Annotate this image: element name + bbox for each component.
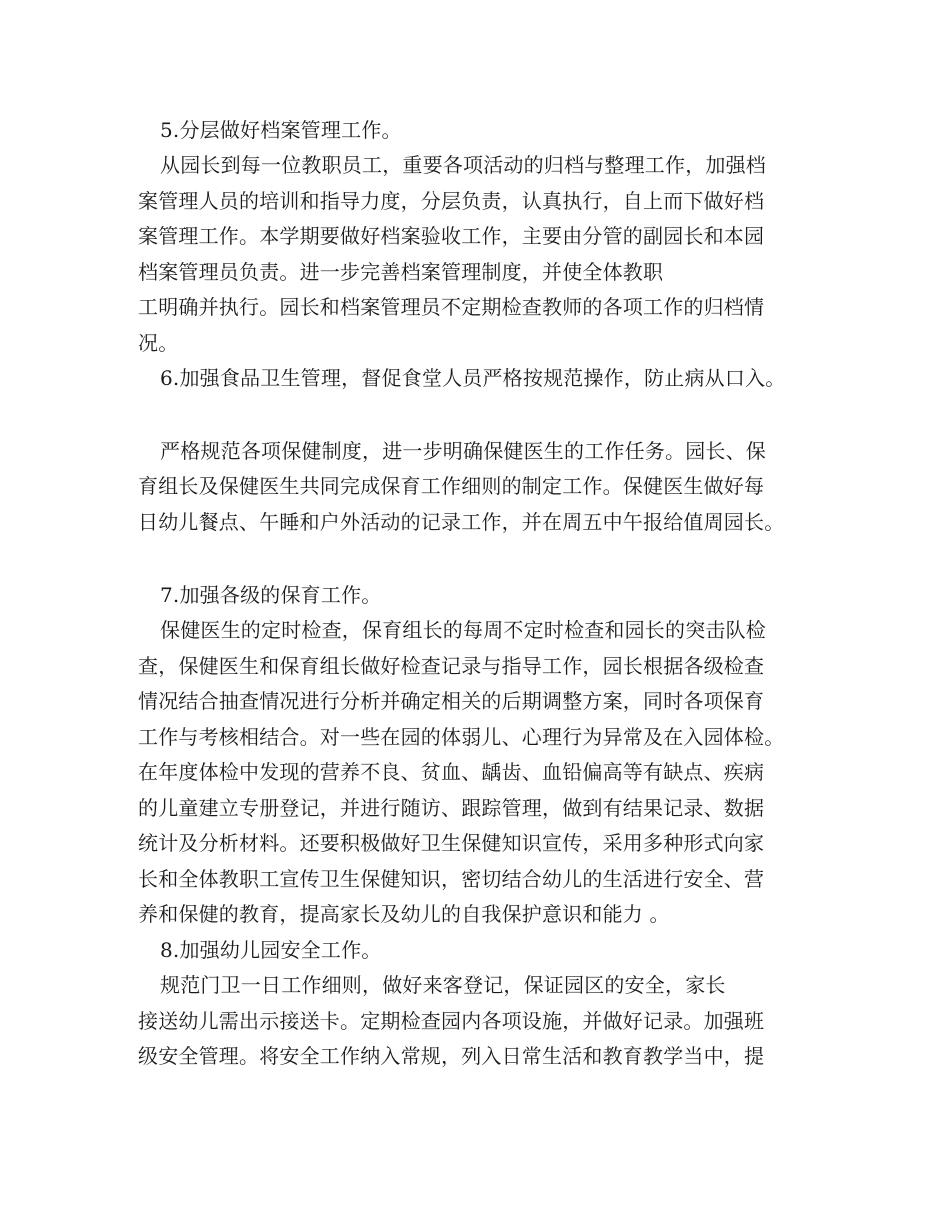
heading-item-6: 6.加强食品卫生管理，督促食堂人员严格按规范操作，防止病从口入。 (160, 366, 786, 390)
paragraph-line: 况。 (138, 331, 179, 355)
paragraph-line: 的儿童建立专册登记，并进行随访、跟踪管理，做到有结果记录、数据 (138, 796, 765, 820)
paragraph-line: 情况结合抽查情况进行分析并确定相关的后期调整方案，同时各项保育 (138, 689, 765, 713)
paragraph-line: 工明确并执行。园长和档案管理员不定期检查教师的各项工作的归档情 (138, 295, 765, 319)
paragraph-line: 规范门卫一日工作细则，做好来客登记，保证园区的安全，家长 (160, 973, 726, 997)
paragraph-line: 统计及分析材料。还要积极做好卫生保健知识宣传，采用多种形式向家 (138, 831, 765, 855)
paragraph-line: 长和全体教职工宣传卫生保健知识，密切结合幼儿的生活进行安全、营 (138, 867, 765, 891)
paragraph-line: 养和保健的教育，提高家长及幼儿的自我保护意识和能力 。 (138, 902, 670, 926)
paragraph-line: 查，保健医生和保育组长做好检查记录与指导工作，园长根据各级检查 (138, 654, 765, 678)
paragraph-line: 在年度体检中发现的营养不良、贫血、龋齿、血铅偏高等有缺点、疾病 (138, 760, 765, 784)
paragraph-line: 接送幼儿需出示接送卡。定期检查园内各项设施，并做好记录。加强班 (138, 1009, 765, 1033)
paragraph-line: 严格规范各项保健制度，进一步明确保健医生的工作任务。园长、保 (160, 439, 766, 463)
paragraph-line: 育组长及保健医生共同完成保育工作细则的制定工作。保健医生做好每 (138, 474, 765, 498)
paragraph-line: 工作与考核相结合。对一些在园的体弱儿、心理行为异常及在入园体检。 (138, 725, 785, 749)
paragraph-line: 案管理工作。本学期要做好档案验收工作，主要由分管的副园长和本园 (138, 224, 765, 248)
heading-item-7: 7.加强各级的保育工作。 (160, 583, 382, 607)
paragraph-line: 日幼儿餐点、午睡和户外活动的记录工作，并在周五中午报给值周园长。 (138, 510, 785, 534)
paragraph-line: 级安全管理。将安全工作纳入常规，列入日常生活和教育教学当中，提 (138, 1044, 765, 1068)
paragraph-line: 从园长到每一位教职员工，重要各项活动的归档与整理工作，加强档 (160, 153, 766, 177)
heading-item-5: 5.分层做好档案管理工作。 (160, 118, 402, 142)
paragraph-line: 案管理人员的培训和指导力度，分层负责，认真执行，自上而下做好档 (138, 189, 765, 213)
paragraph-line: 档案管理员负责。进一步完善档案管理制度，并使全体教职 (138, 260, 664, 284)
paragraph-line: 保健医生的定时检查，保育组长的每周不定时检查和园长的突击队检 (160, 618, 766, 642)
heading-item-8: 8.加强幼儿园安全工作。 (160, 938, 382, 962)
